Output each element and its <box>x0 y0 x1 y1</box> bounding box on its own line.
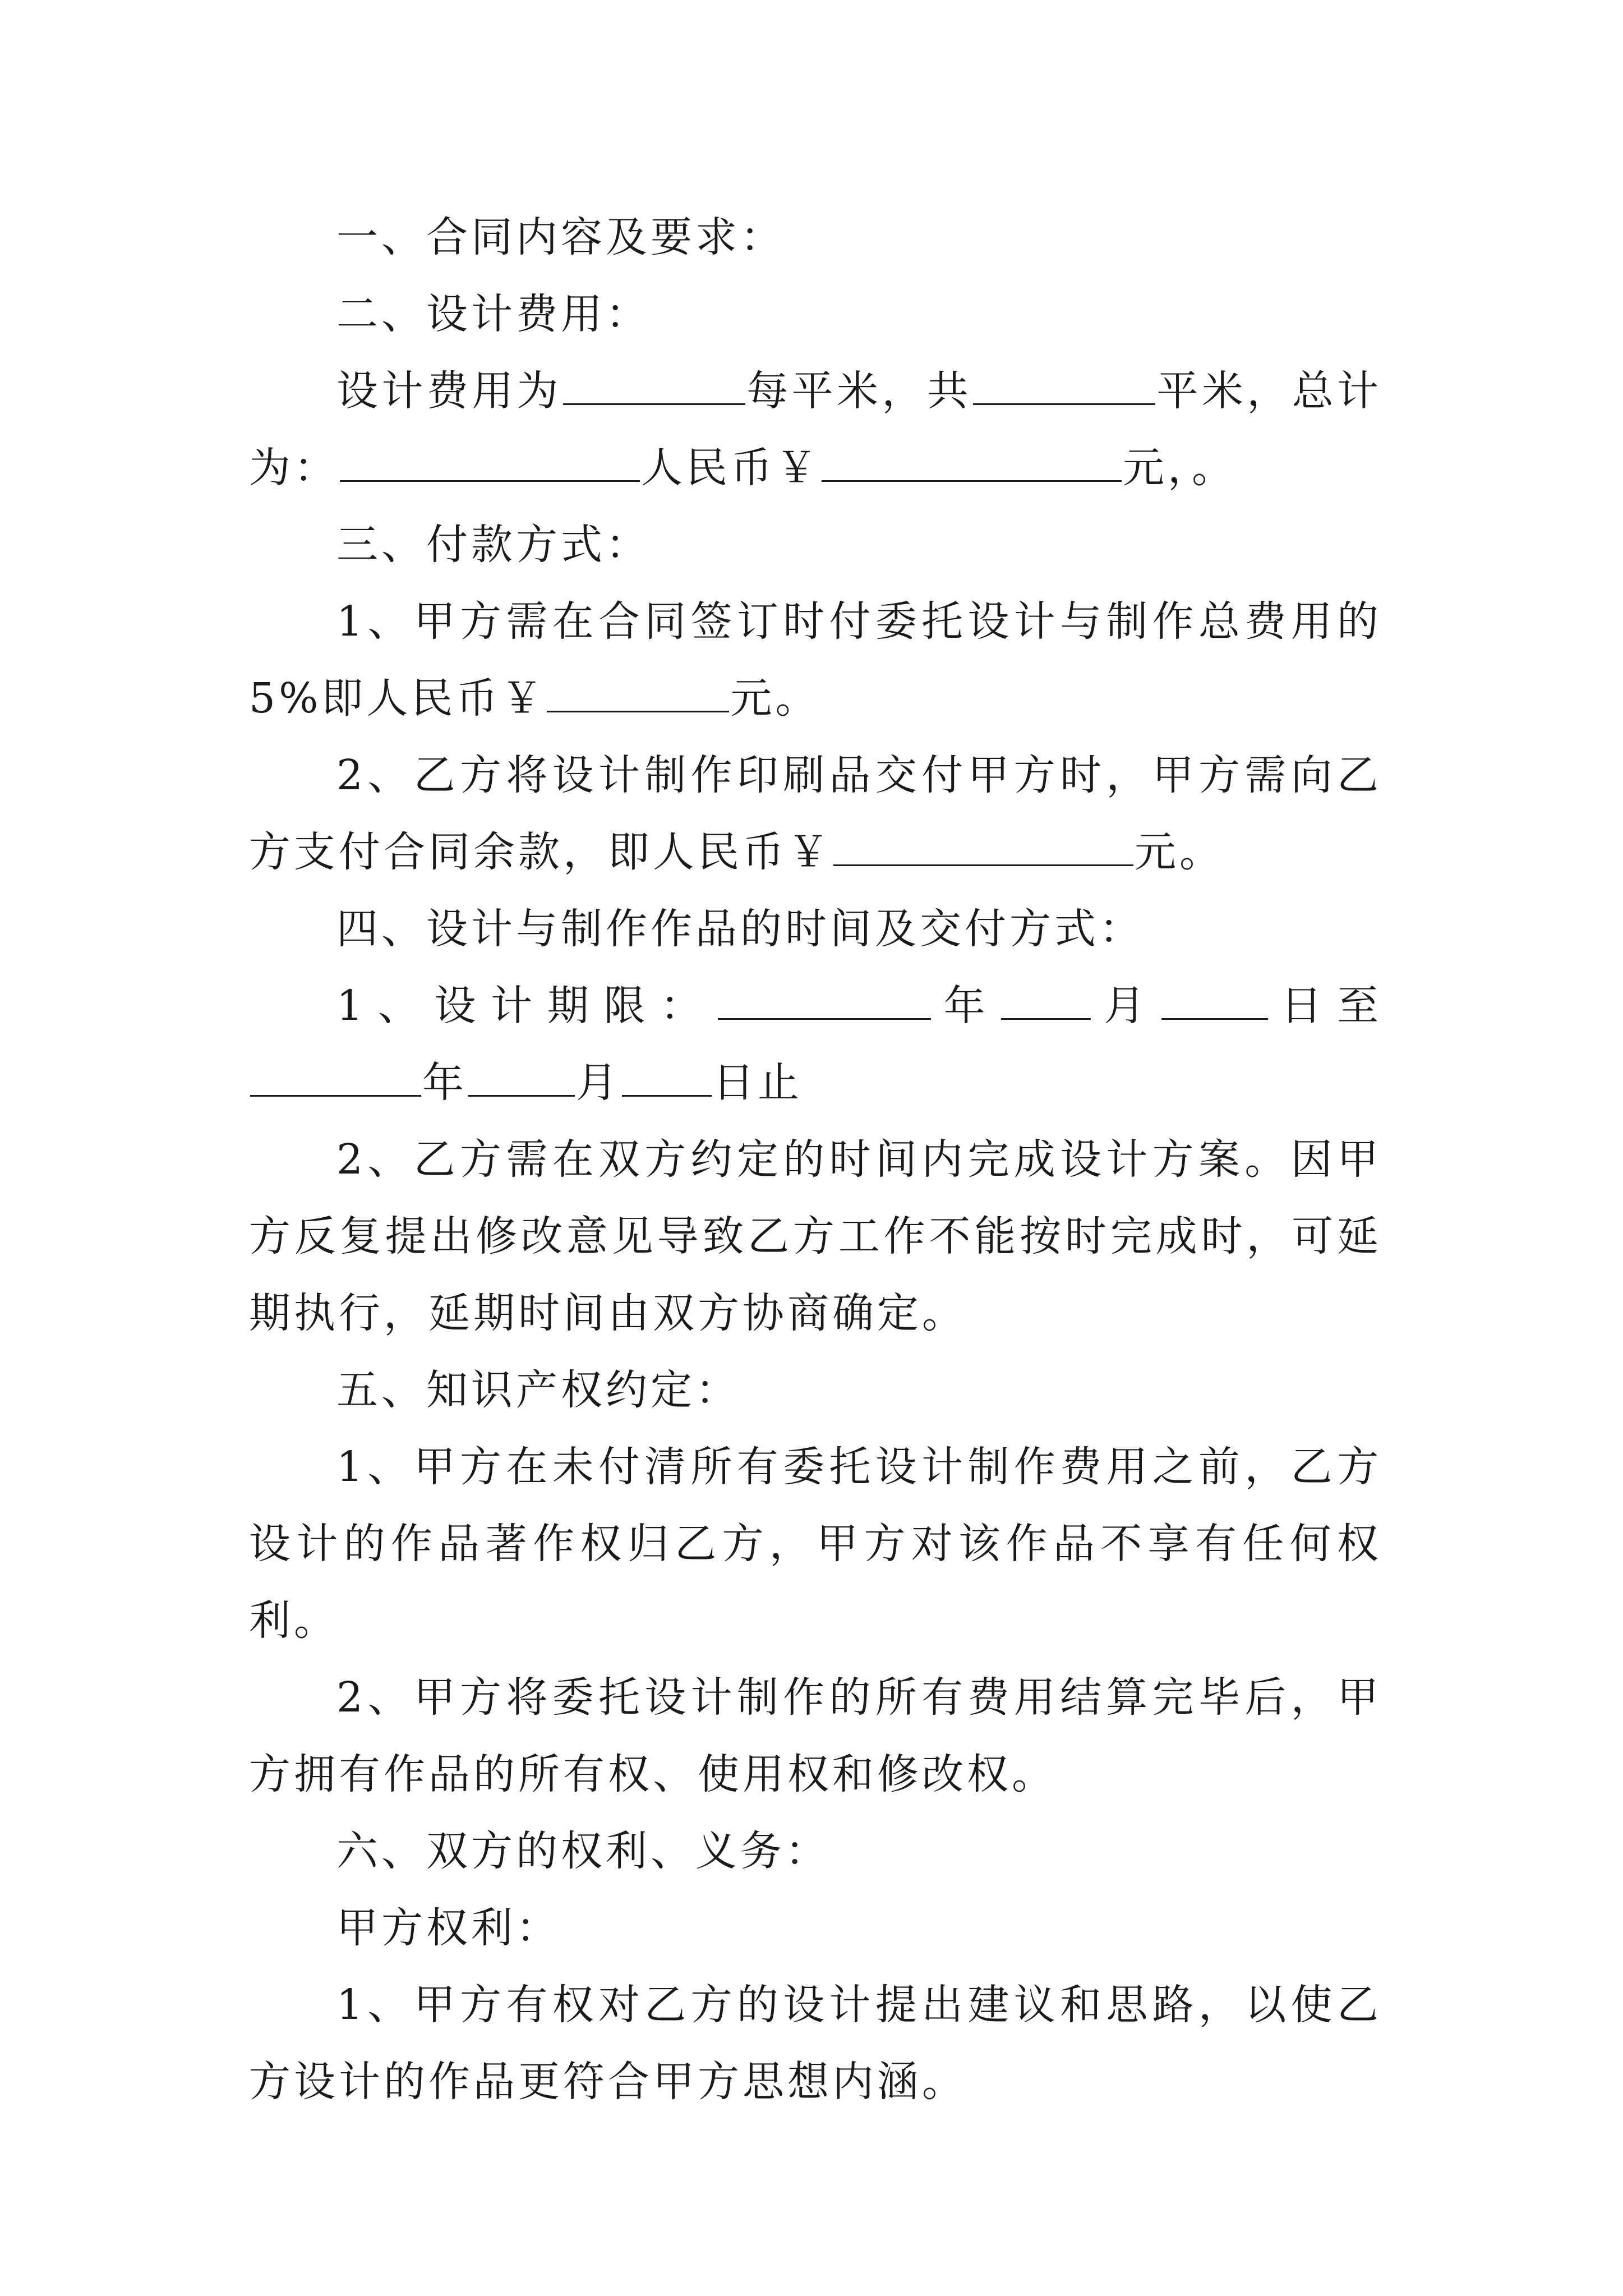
start-month-blank <box>1001 974 1091 1020</box>
section-heading-6: 六、双方的权利、义务： <box>336 1827 830 1875</box>
fee-text-d: 人民币￥ <box>641 444 820 492</box>
section-heading-4: 四、设计与制作作品的时间及交付方式： <box>336 905 1144 953</box>
balance-blank <box>833 821 1133 866</box>
month-label-1: 月 <box>1092 982 1160 1030</box>
end-month-blank <box>468 1051 575 1097</box>
fee-text-e: 元，。 <box>1123 444 1237 492</box>
end-year-blank <box>250 1051 421 1097</box>
design-time-clause-2: 2、乙方需在双方约定的时间内完成设计方案。因甲方反复提出修改意见导致乙方工作不能按时完成时，可延期执行，延期时间由双方协商确定。 <box>249 1135 1382 1337</box>
payment-clause-1 <box>249 583 1382 737</box>
party-a-rights-heading: 甲方权利： <box>336 1904 561 1952</box>
payment-2-text: 2、乙方将设计制作印刷品交付甲方时，甲方需向乙方支付合同余款，即人民币￥ <box>249 751 1382 876</box>
fee-text-c: 平米，总计为： <box>249 367 1382 492</box>
start-day-blank <box>1161 974 1268 1020</box>
year-label-1: 年 <box>932 982 1000 1030</box>
payment-1-end: 元。 <box>730 674 820 723</box>
year-label-2: 年 <box>422 1059 467 1107</box>
fee-text-a: 设计费用为 <box>336 367 562 415</box>
month-label-2: 月 <box>576 1059 621 1107</box>
design-fee-paragraph <box>249 353 1382 507</box>
deposit-blank <box>547 667 729 712</box>
area-blank <box>973 360 1155 405</box>
ip-clause-2: 2、甲方将委托设计制作的所有费用结算完毕后，甲方拥有作品的所有权、使用权和修改权。 <box>249 1673 1382 1798</box>
design-period-clause <box>249 968 1382 1121</box>
section-heading-2: 二、设计费用： <box>336 290 651 338</box>
payment-2-end: 元。 <box>1135 828 1224 876</box>
section-heading-1: 一、合同内容及要求： <box>336 213 785 261</box>
payment-clause-2 <box>249 737 1382 891</box>
party-a-right-1: 1、甲方有权对乙方的设计提出建议和思路，以使乙方设计的作品更符合甲方思想内涵。 <box>249 1981 1382 2106</box>
total-rmb-blank <box>822 436 1122 482</box>
end-day-blank <box>622 1051 712 1097</box>
section-heading-3: 三、付款方式： <box>336 521 651 569</box>
day-label-2: 日止 <box>713 1059 803 1107</box>
period-label: 1、设计期限： <box>336 982 717 1030</box>
fee-per-sqm-blank <box>563 360 745 405</box>
contract-body <box>249 199 1382 2120</box>
section-heading-5: 五、知识产权约定： <box>336 1366 740 1414</box>
day-label-1: 日至 <box>1269 982 1382 1030</box>
total-blank <box>340 436 640 482</box>
start-year-blank <box>718 974 931 1020</box>
payment-1-text: 1、甲方需在合同签订时付委托设计与制作总费用的5%即人民币￥ <box>249 597 1382 723</box>
ip-clause-1: 1、甲方在未付清所有委托设计制作费用之前，乙方设计的作品著作权归乙方，甲方对该作品不享有任何权利。 <box>249 1443 1382 1645</box>
fee-text-b: 每平米，共 <box>746 367 972 415</box>
